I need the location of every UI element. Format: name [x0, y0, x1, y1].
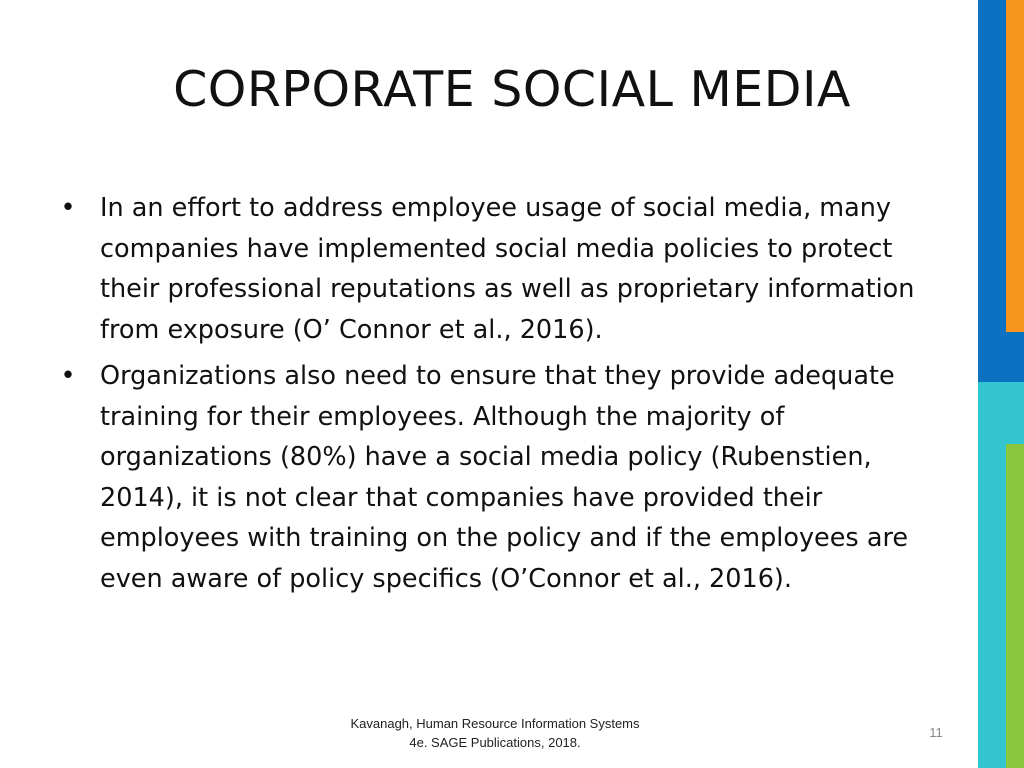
stripe-green-segment — [1006, 444, 1024, 768]
bullet-dot-icon: • — [60, 361, 76, 391]
stripe-orange-segment — [1006, 0, 1024, 332]
page-number: 11 — [929, 725, 943, 740]
bullet-item — [58, 356, 958, 599]
footer-citation-line: 4e. SAGE Publications, 2018. — [409, 735, 581, 750]
slide-title: CORPORATE SOCIAL MEDIA — [173, 61, 851, 118]
bullet-item — [58, 188, 958, 350]
bullet-text: Organizations also need to ensure that they provide adequate training for their employees. Although the majority of organizations (80%) have a social media policy (Rubenstien, 2014), it is not clear that companies have provided their employees with training on the policy and if the employees are even aware of policy specifics (O’Connor et al., 2016). — [100, 361, 909, 594]
footer-citation-line: Kavanagh, Human Resource Information Systems — [350, 716, 640, 731]
bullet-list — [58, 188, 958, 605]
bullet-dot-icon: • — [60, 193, 76, 223]
footer-citation — [290, 714, 700, 752]
bullet-text: In an effort to address employee usage of social media, many companies have implemented social media policies to protect their professional reputations as well as proprietary information from exposure (O’ Connor et al., 2016). — [100, 193, 915, 345]
